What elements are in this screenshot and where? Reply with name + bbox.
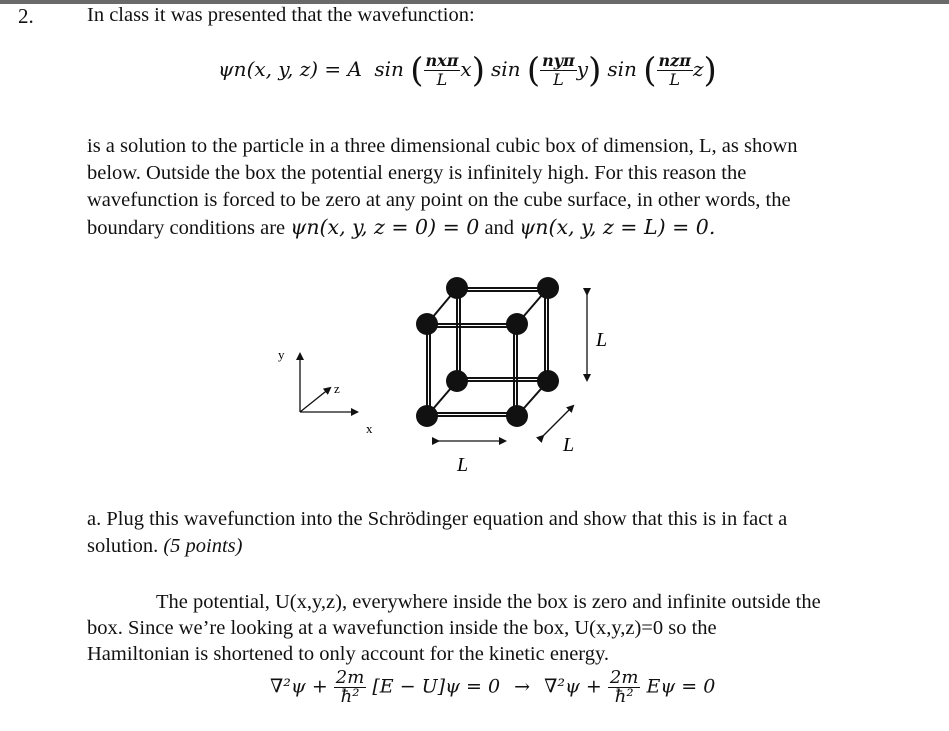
part-a-line-1: a. Plug this wavefunction into the Schrödinger equation and show that this is in fact a [87, 508, 788, 530]
schrodinger-equation [270, 669, 715, 706]
left-paren: ( [410, 50, 424, 91]
fraction-denominator: L [669, 70, 681, 89]
answer-line-3: Hamiltonian is shortened to only account for the kinetic energy. [87, 643, 610, 665]
x-axis-label: x [366, 421, 373, 436]
sine-variable: z [692, 57, 704, 81]
vertex-front-top-left [416, 313, 438, 335]
fraction-numerator: nzπ [658, 51, 691, 70]
schrodinger-right-start: ∇²ψ + [544, 675, 602, 698]
vertex-back-bottom-right [537, 370, 559, 392]
answer-line-2: box. Since we’re looking at a wavefunction inside the box, U(x,y,z)=0 so the [87, 617, 717, 639]
sine-variable: x [460, 57, 472, 81]
sine-function: sin [374, 57, 404, 81]
schrodinger-right-fraction [608, 669, 641, 706]
right-paren: ) [703, 50, 717, 91]
cube-edges [427, 288, 548, 416]
answer-line-1: The potential, U(x,y,z), everywhere inside the box is zero and infinite outside the [156, 591, 821, 613]
depth-dimension-arrow [543, 406, 573, 436]
left-paren: ( [526, 50, 541, 91]
axis-arrows [300, 354, 357, 412]
part-a-points: (5 points) [163, 535, 243, 557]
depth-dimension-label: L [563, 434, 575, 456]
vertex-front-bottom-right [506, 405, 528, 427]
boundary-condition-1: ψn(x, y, z = 0) = 0 [290, 215, 480, 239]
fraction-denominator: L [553, 70, 564, 89]
vertex-back-bottom-left [446, 370, 468, 392]
wavefunction-lhs: ψn(x, y, z) = A [218, 57, 362, 81]
vertex-back-top-left [446, 277, 468, 299]
height-dimension-label: L [596, 329, 608, 351]
implies-arrow: → [514, 675, 531, 698]
left-paren: ( [643, 50, 657, 91]
z-axis-arrow [300, 388, 330, 412]
fraction-numerator: 2m [335, 667, 365, 688]
part-a-line-2 [87, 533, 242, 560]
schrodinger-left-rest: [E − U]ψ = 0 [372, 675, 501, 698]
fraction-denominator: L [436, 70, 448, 89]
fraction-denominator: ħ² [614, 686, 634, 707]
right-paren: ) [588, 50, 602, 91]
vertex-back-top-right [537, 277, 559, 299]
question-number: 2. [18, 4, 34, 28]
paragraph-line-4-and: and [484, 217, 515, 239]
intro-text: In class it was presented that the wavefunction: [87, 4, 475, 26]
schrodinger-right-rest: Eψ = 0 [646, 675, 716, 698]
paragraph-line-4-prefix: boundary conditions are [87, 217, 286, 239]
fraction-denominator: ħ² [340, 686, 360, 707]
z-axis-label: z [334, 381, 340, 396]
schrodinger-left-fraction [334, 669, 367, 706]
y-axis-label: y [278, 347, 285, 362]
schrodinger-left-start: ∇²ψ + [270, 675, 328, 698]
part-a-solution-text: solution. [87, 535, 159, 557]
sine-variable: y [576, 57, 589, 81]
boundary-condition-2: ψn(x, y, z = L) = 0. [519, 215, 716, 239]
fraction-numerator: nxπ [425, 51, 459, 70]
paragraph-line-3: wavefunction is forced to be zero at any point on the cube surface, in other words, the [87, 189, 791, 211]
paragraph-line-2: below. Outside the box the potential energy is infinitely high. For this reason the [87, 162, 747, 184]
fraction-numerator: nyπ [542, 51, 575, 70]
width-dimension-label: L [457, 454, 469, 476]
paragraph-line-1: is a solution to the particle in a three dimensional cubic box of dimension, L, as shown [87, 135, 798, 157]
vertex-front-bottom-left [416, 405, 438, 427]
sine-function: sin [490, 57, 521, 81]
vertex-front-top-right [506, 313, 528, 335]
sine-function: sin [607, 57, 637, 81]
right-paren: ) [471, 50, 485, 91]
fraction-numerator: 2m [609, 667, 639, 688]
